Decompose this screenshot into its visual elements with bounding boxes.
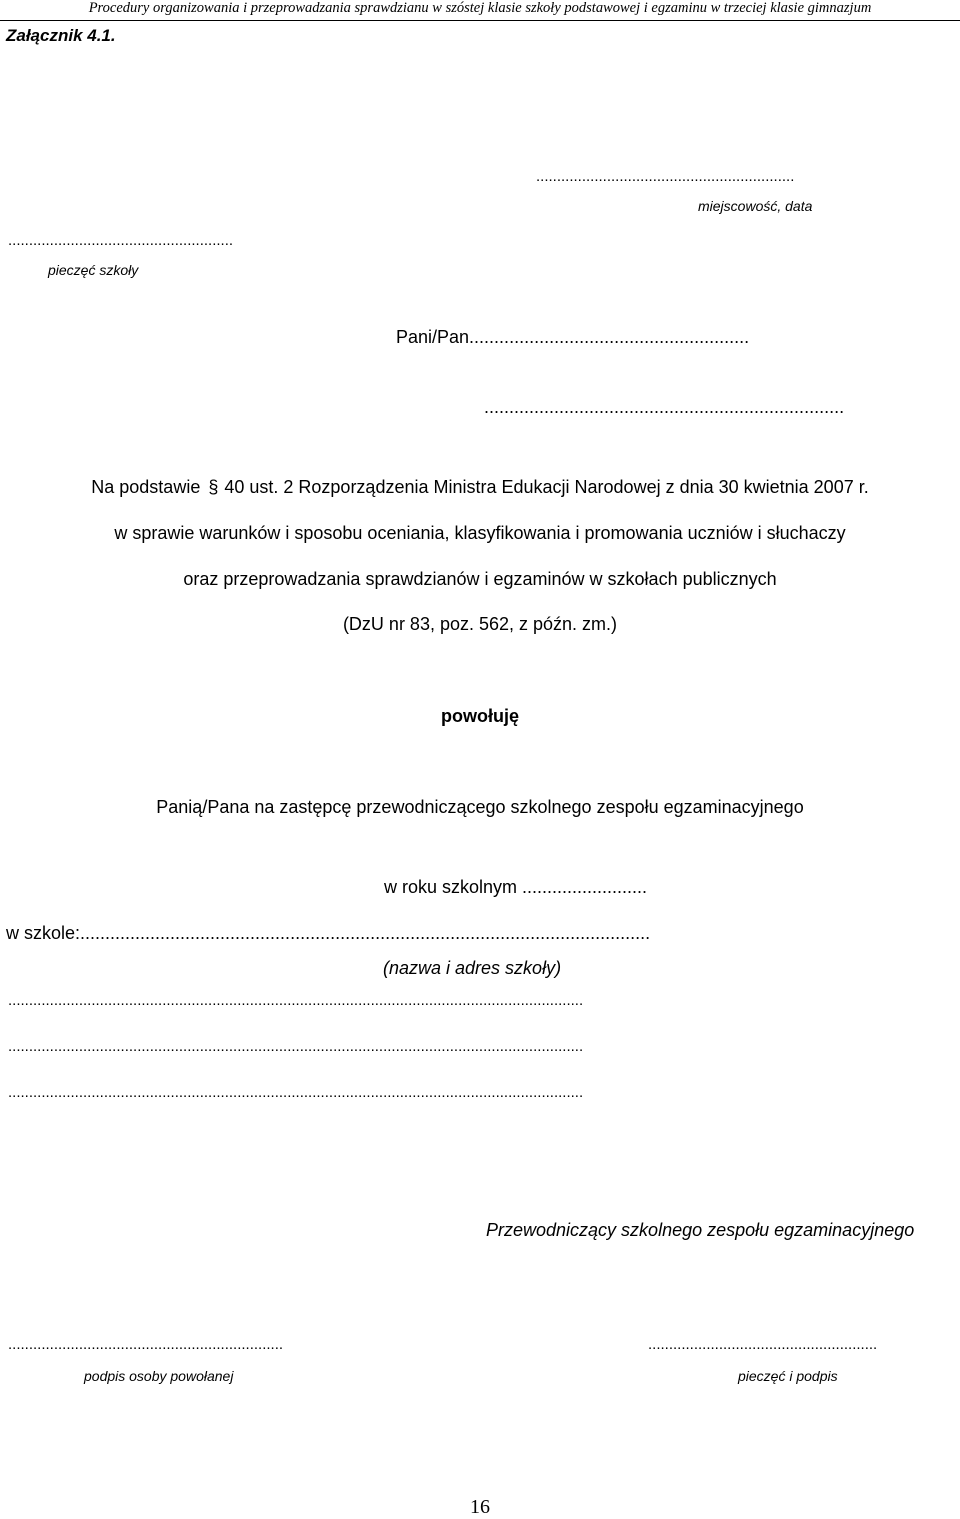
blank-line: ..........................................................................................................................................: [8, 1084, 584, 1101]
legal-basis-line-2: w sprawie warunków i sposobu oceniania, klasyfikowania i promowania uczniów i słuchaczy: [114, 523, 846, 543]
school-hint: (nazwa i adres szkoły): [383, 958, 562, 978]
legal-basis-suffix: 40 ust. 2 Rozporządzenia Ministra Edukacji Narodowej z dnia 30 kwietnia 2007 r.: [224, 477, 869, 497]
legal-basis-line-4: (DzU nr 83, poz. 562, z późn. zm.): [342, 614, 618, 634]
school-stamp-label: pieczęć szkoły: [48, 262, 139, 278]
addressee-line-2: ........................................................................: [484, 397, 845, 417]
addressee-line: Pani/Pan........................................................: [396, 327, 750, 347]
page-number: 16: [470, 1496, 490, 1518]
section-sign: §: [208, 477, 219, 497]
school-year-line: w roku szkolnym .........................: [384, 877, 648, 897]
appointment-role: Panią/Pana na zastępcę przewodniczącego szkolnego zespołu egzaminacyjnego: [156, 797, 804, 817]
legal-basis-prefix: Na podstawie: [91, 477, 201, 497]
place-date-dots: ..............................................................: [536, 168, 795, 185]
blank-line: ..........................................................................................................................................: [8, 1038, 584, 1055]
running-header: Procedury organizowania i przeprowadzania sprawdzianu w szóstej klasie szkoły podstawowej i egzaminu w trzeciej klasie gimnazjum: [0, 0, 960, 21]
appointee-signature-dots: ..................................................................: [8, 1336, 284, 1353]
legal-basis-line-3: oraz przeprowadzania sprawdzianów i egzaminów w szkołach publicznych: [183, 569, 777, 589]
chair-title: Przewodniczący szkolnego zespołu egzaminacyjnego: [486, 1220, 915, 1240]
appointment-verb: powołuję: [441, 706, 519, 726]
chair-signature-dots: .......................................................: [648, 1336, 878, 1353]
chair-signature-label: pieczęć i podpis: [738, 1368, 838, 1384]
school-line: w szkole:..................................................................................................................: [6, 923, 651, 943]
place-date-label: miejscowość, data: [698, 198, 813, 214]
legal-basis-line-1: [0, 477, 960, 498]
appointee-signature-label: podpis osoby powołanej: [84, 1368, 234, 1384]
school-stamp-dots: ......................................................: [8, 232, 234, 249]
blank-line: ..........................................................................................................................................: [8, 992, 584, 1009]
annex-label: Załącznik 4.1.: [6, 26, 116, 45]
